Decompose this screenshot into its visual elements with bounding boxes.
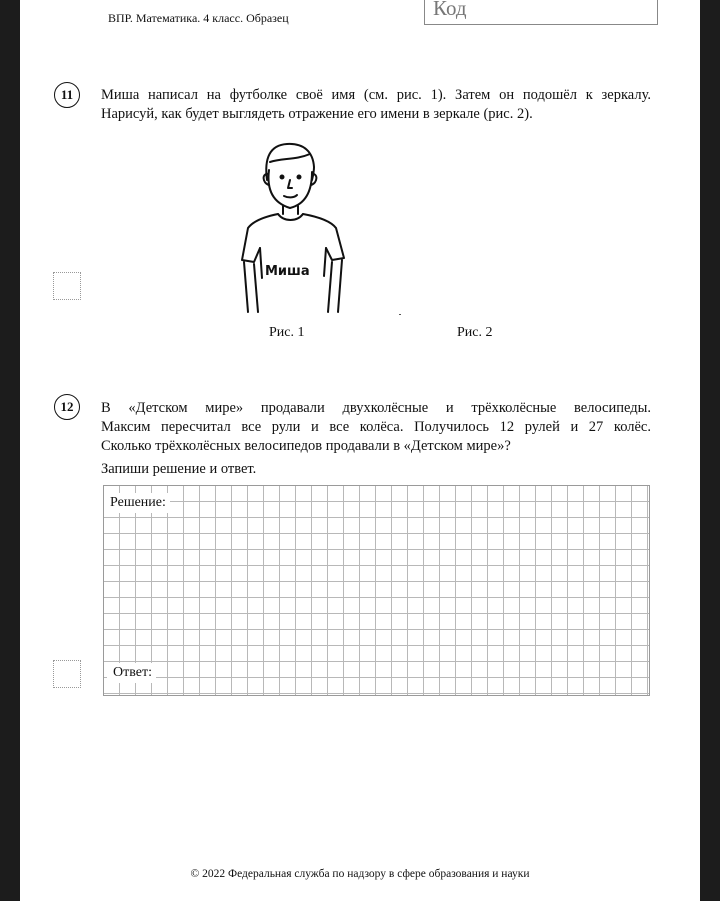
task-11-line-1: Миша написал на футболке своё имя (см. рис. 1). Затем он подошёл к зеркалу. [101,87,651,103]
task-12-number: 12 [54,394,80,420]
task-12-line-2: Максим пересчитал все рули и все колёса. Получилось 12 рулей и 27 колёс. [101,419,651,435]
shirt-name-text: Миша [265,264,310,279]
answer-label: Ответ: [107,663,156,683]
solution-label: Решение: [104,493,170,513]
task-12-line-1: В «Детском мире» продавали двухколёсные и трёхколёсные велосипеды. [101,400,651,416]
task-12-score-box[interactable] [53,660,81,688]
footer-copyright: © 2022 Федеральная служба по надзору в сфере образования и науки [190,868,530,880]
boy-figure [240,140,350,316]
task-12-instruction: Запиши решение и ответ. [101,461,257,477]
task-11-score-box[interactable] [53,272,81,300]
figure-1-label: Рис. 1 [269,325,305,340]
task-11-number: 11 [54,82,80,108]
code-field[interactable] [424,0,658,25]
header-title: ВПР. Математика. 4 класс. Образец [108,11,289,25]
solution-grid[interactable] [103,485,650,696]
task-12-text [101,399,651,456]
figure-2-label: Рис. 2 [457,325,493,340]
task-11-line-2: Нарисуй, как будет выглядеть отражение его имени в зеркале (рис. 2). [101,106,533,122]
mirror-mark [399,314,401,315]
code-label: Код [433,0,467,20]
task-12-line-3: Сколько трёхколёсных велосипедов продавали в «Детском мире»? [101,438,511,454]
worksheet-page [20,0,700,901]
task-11-text [101,86,651,124]
